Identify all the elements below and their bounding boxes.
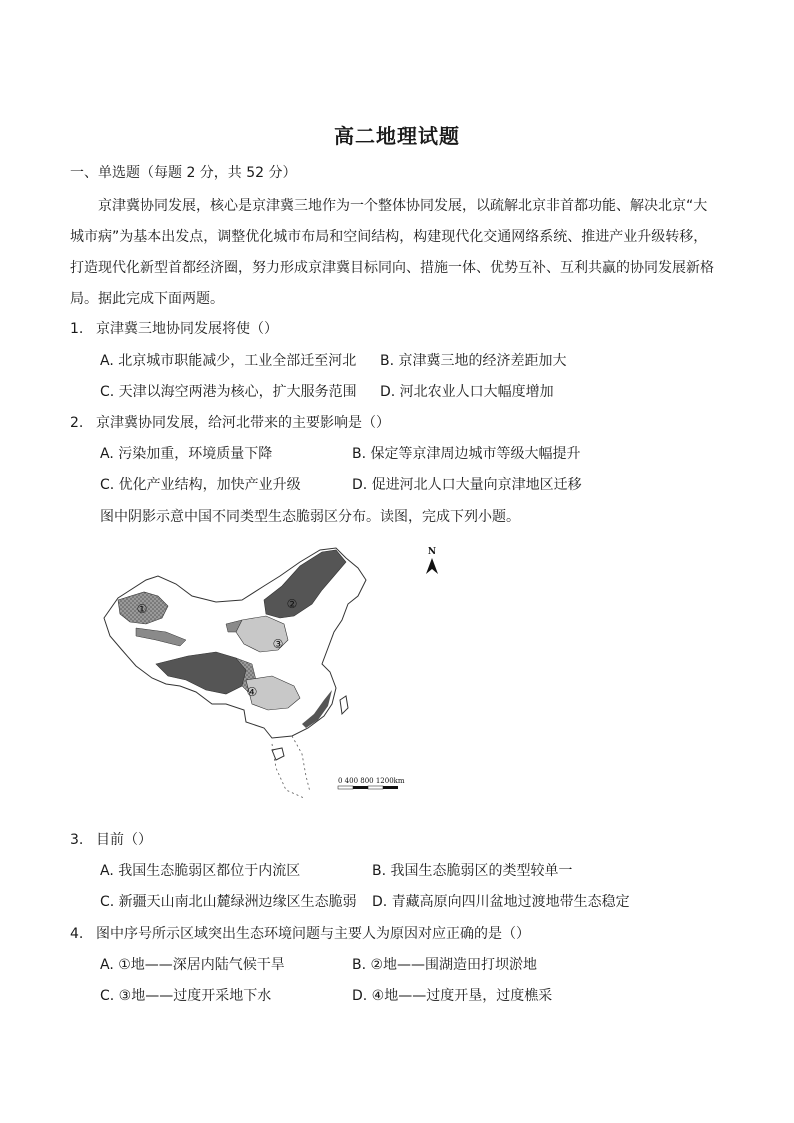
option-1d: D. 河北农业人口大幅度增加 [380, 384, 554, 400]
question-number: 4. [70, 926, 84, 942]
china-eco-fragile-map [96, 540, 446, 805]
question-number: 1. [70, 321, 84, 337]
option-4b: B. ②地——围湖造田打坝淤地 [352, 957, 538, 973]
option-2d: D. 促进河北人口大量向京津地区迁移 [352, 477, 582, 493]
region-label-2: ② [286, 597, 298, 611]
passage-2: 图中阴影示意中国不同类型生态脆弱区分布。读图，完成下列小题。 [100, 509, 520, 525]
question-stem: 京津冀三地协同发展将使（） [96, 321, 278, 337]
option-3c: C. 新疆天山南北山麓绿洲边缘区生态脆弱 [100, 894, 357, 910]
option-2c: C. 优化产业结构，加快产业升级 [100, 477, 301, 493]
page-title: 高二地理试题 [334, 124, 460, 148]
option-1a: A. 北京城市职能减少，工业全部迁至河北 [100, 353, 357, 369]
question-4 [70, 925, 530, 943]
question-number: 3. [70, 832, 84, 848]
region-label-1: ① [136, 602, 148, 616]
option-1c: C. 天津以海空两港为核心，扩大服务范围 [100, 384, 357, 400]
north-arrow-icon [426, 547, 438, 574]
question-1 [70, 320, 278, 338]
option-2b: B. 保定等京津周边城市等级大幅提升 [352, 446, 581, 462]
question-3 [70, 831, 152, 849]
region-label-4: ④ [246, 685, 258, 699]
option-3a: A. 我国生态脆弱区都位于内流区 [100, 863, 301, 879]
south-china-sea-outline [272, 736, 310, 798]
scale-label: 0 400 800 1200km [338, 777, 405, 785]
scale-bar [338, 777, 405, 789]
option-3b: B. 我国生态脆弱区的类型较单一 [372, 863, 573, 879]
option-4d: D. ④地——过度开垦，过度樵采 [352, 988, 553, 1004]
region-label-3: ③ [272, 637, 284, 651]
option-2a: A. 污染加重，环境质量下降 [100, 446, 273, 462]
section-header: 一、单选题（每题 2 分，共 52 分） [70, 165, 297, 181]
option-4c: C. ③地——过度开采地下水 [100, 988, 272, 1004]
map-svg [96, 540, 446, 805]
question-stem: 京津冀协同发展，给河北带来的主要影响是（） [96, 415, 390, 431]
question-stem: 图中序号所示区域突出生态环境问题与主要人为原因对应正确的是（） [96, 926, 530, 942]
question-stem: 目前（） [96, 832, 152, 848]
question-2 [70, 414, 390, 432]
option-4a: A. ①地——深居内陆气候干旱 [100, 957, 285, 973]
north-label: N [427, 547, 437, 557]
option-3d: D. 青藏高原向四川盆地过渡地带生态稳定 [372, 894, 630, 910]
taiwan-island [340, 696, 348, 714]
option-1b: B. 京津冀三地的经济差距加大 [380, 353, 567, 369]
passage-1: 京津冀协同发展，核心是京津冀三地作为一个整体协同发展，以疏解北京非首都功能、解决北京“大城市病”为基本出发点，调整优化城市布局和空间结构，构建现代化交通网络系统、推进产业升级转移，打造现代化新型首都经济圈，努力形成京津冀目标同向、措施一体、优势互补、互利共赢的协同发展新格局。据此完成下面两题。 [70, 198, 714, 307]
question-number: 2. [70, 415, 84, 431]
